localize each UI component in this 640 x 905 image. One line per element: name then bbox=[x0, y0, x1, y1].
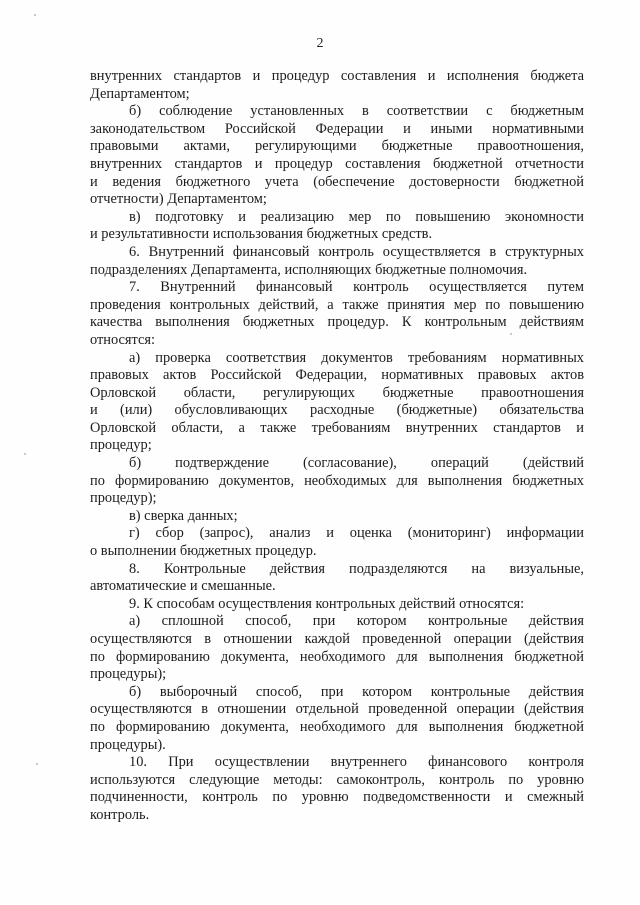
text-line: правовых актов Российской Федерации, нормативных правовых актов bbox=[90, 367, 584, 384]
text-line: осуществляются в отношении отдельной проведенной операции (действия bbox=[90, 701, 584, 718]
text-line: подчиненности, контроль по уровню подведомственности и смежный bbox=[90, 789, 584, 806]
text-line: используются следующие методы: самоконтроль, контроль по уровню bbox=[90, 771, 584, 788]
scan-speck bbox=[34, 14, 36, 16]
page-number: 2 bbox=[316, 36, 324, 51]
text-line: процедур); bbox=[90, 490, 157, 507]
text-line: проведения контрольных действий, а также принятия мер по повышению bbox=[90, 296, 584, 313]
text-line: Департаментом; bbox=[90, 85, 190, 102]
text-line: по формированию документов, необходимых для выполнения бюджетных bbox=[90, 472, 584, 489]
scan-speck bbox=[24, 453, 26, 455]
text-line: внутренних стандартов и процедур составления бюджетной отчетности bbox=[90, 155, 584, 172]
text-line: внутренних стандартов и процедур составления и исполнения бюджета bbox=[90, 68, 584, 84]
text-line: б) подтверждение (согласование), операций (действий bbox=[129, 455, 584, 472]
text-line: 7. Внутренний финансовый контроль осуществляется путем bbox=[129, 279, 584, 296]
text-line: процедуры). bbox=[90, 736, 166, 753]
text-line: а) сплошной способ, при котором контрольные действия bbox=[129, 613, 584, 630]
text-line: подразделениях Департамента, исполняющих бюджетные полномочия. bbox=[90, 261, 528, 278]
text-line: б) выборочный способ, при котором контрольные действия bbox=[129, 683, 584, 700]
text-line: Орловской области, регулирующих бюджетные правоотношения bbox=[90, 384, 584, 401]
text-line: а) проверка соответствия документов требованиям нормативных bbox=[129, 349, 584, 366]
text-line: 9. К способам осуществления контрольных действий относятся: bbox=[129, 595, 525, 612]
text-line: 6. Внутренний финансовый контроль осуществляется в структурных bbox=[129, 243, 584, 260]
document-body bbox=[90, 68, 584, 825]
scan-speck bbox=[36, 763, 38, 765]
text-line: автоматические и смешанные. bbox=[90, 578, 276, 595]
text-line: 10. При осуществлении внутреннего финансового контроля bbox=[129, 754, 584, 771]
text-line: осуществляются в отношении каждой проведенной операции (действия bbox=[90, 631, 584, 647]
text-line: и ведения бюджетного учета (обеспечение достоверности бюджетной bbox=[90, 173, 584, 190]
text-line: по формированию документа, необходимого для выполнения бюджетной bbox=[90, 648, 584, 665]
text-line: Орловской области, а также требованиям внутренних стандартов и bbox=[90, 419, 584, 436]
text-line: в) сверка данных; bbox=[129, 507, 238, 524]
text-line: правовыми актами, регулирующими бюджетные правоотношения, bbox=[90, 138, 584, 155]
text-line: г) сбор (запрос), анализ и оценка (мониторинг) информации bbox=[129, 525, 584, 542]
text-line: б) соблюдение установленных в соответствии с бюджетным bbox=[129, 103, 584, 120]
text-line: и (или) обусловливающих расходные (бюджетные) обязательства bbox=[90, 402, 584, 419]
text-line: 8. Контрольные действия подразделяются на визуальные, bbox=[129, 560, 584, 577]
text-line: о выполнении бюджетных процедур. bbox=[90, 543, 317, 560]
text-line: процедур; bbox=[90, 437, 152, 454]
text-line: качества выполнения бюджетных процедур. К контрольным действиям bbox=[90, 314, 584, 331]
text-line: отчетности) Департаментом; bbox=[90, 191, 267, 208]
text-line: процедуры); bbox=[90, 666, 167, 683]
text-line: и результативности использования бюджетных средств. bbox=[90, 226, 433, 243]
scan-speck bbox=[510, 333, 512, 335]
text-line: в) подготовку и реализацию мер по повышению экономности bbox=[129, 208, 584, 225]
text-line: относятся: bbox=[90, 331, 156, 348]
text-line: по формированию документа, необходимого для выполнения бюджетной bbox=[90, 718, 584, 735]
text-line: контроль. bbox=[90, 806, 150, 823]
text-line: законодательством Российской Федерации и иными нормативными bbox=[90, 120, 584, 137]
